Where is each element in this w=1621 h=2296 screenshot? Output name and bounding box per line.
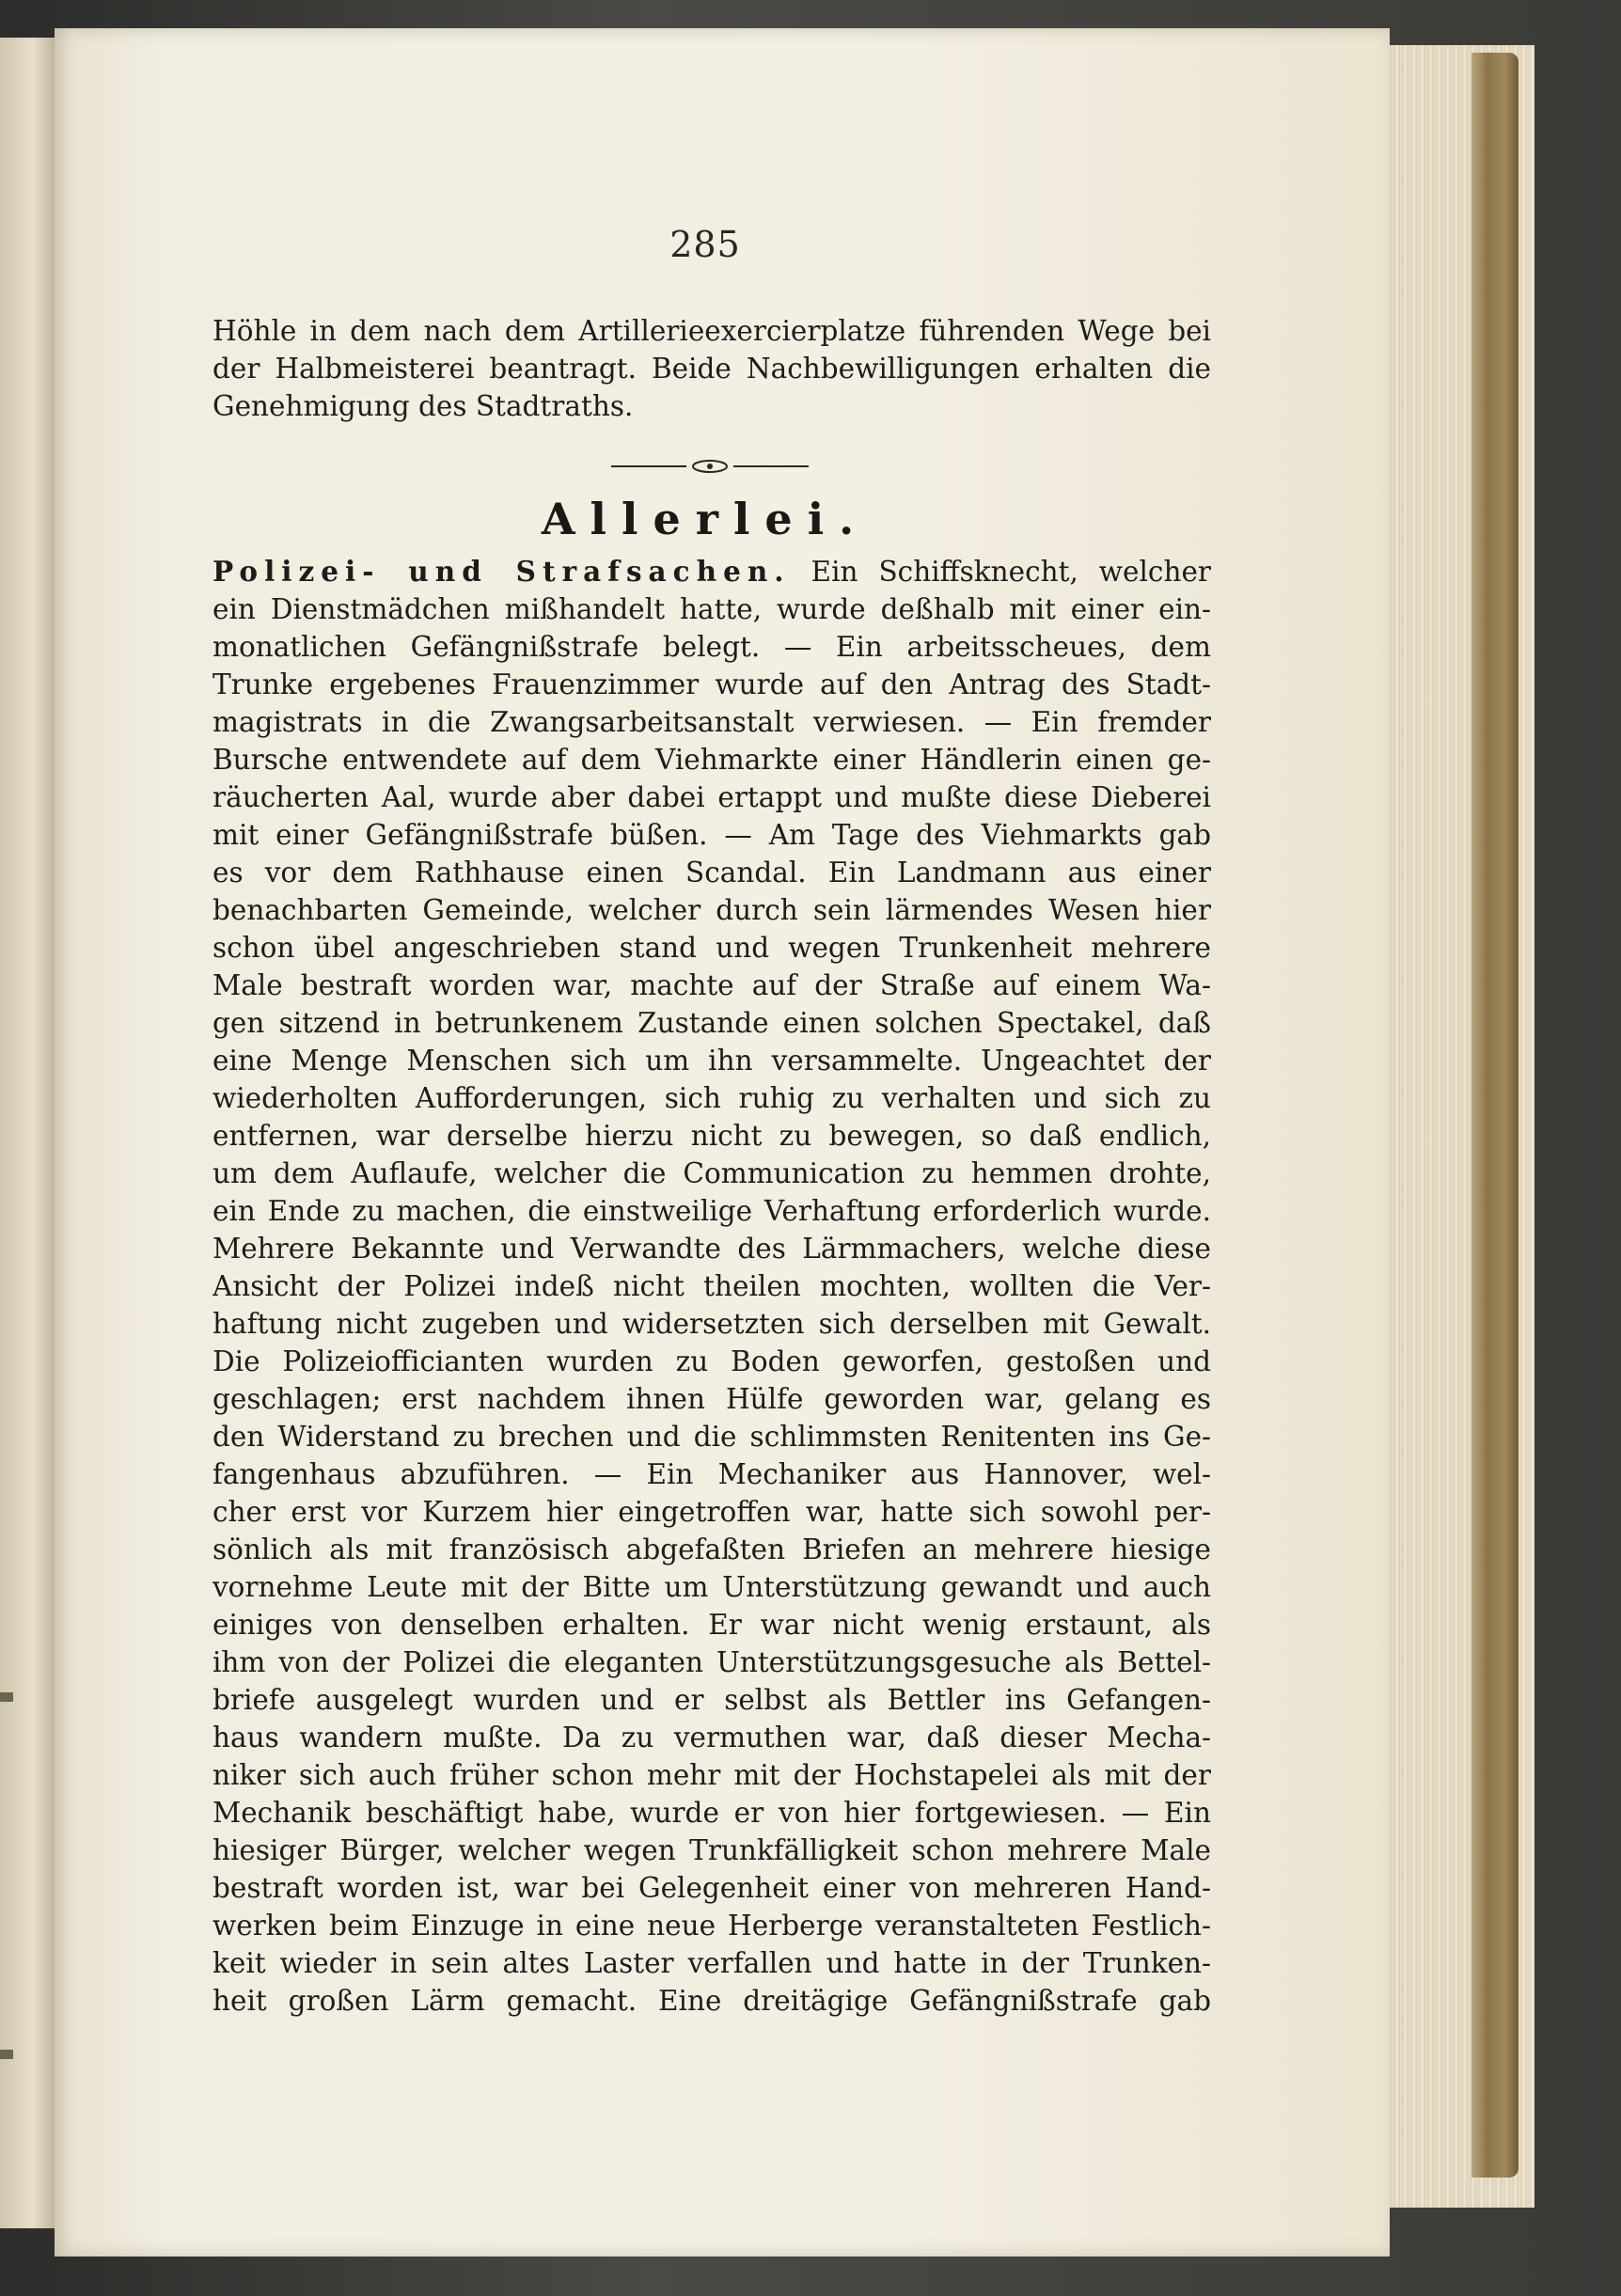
text-line: eine Menge Menschen sich um ihn versammelte. Ungeachtet der bbox=[212, 1045, 1211, 1077]
page-number: 285 bbox=[669, 224, 741, 265]
text-line: Trunke ergebenes Frauenzimmer wurde auf den Antrag des Stadt- bbox=[212, 668, 1211, 700]
page-notch bbox=[0, 2050, 13, 2059]
text-line: cher erst vor Kurzem hier eingetroffen war, hatte sich sowohl per- bbox=[212, 1496, 1211, 1528]
text-line: briefe ausgelegt wurden und er selbst als Bettler ins Gefangen- bbox=[212, 1684, 1211, 1716]
book-cover-edge bbox=[1471, 53, 1519, 2178]
text-line: gen sitzend in betrunkenem Zustande einen solchen Spectakel, daß bbox=[212, 1007, 1211, 1039]
text-line: Ansicht der Polizei indeß nicht theilen mochten, wollten die Ver- bbox=[212, 1270, 1211, 1302]
intro-paragraph bbox=[212, 312, 1211, 425]
text-line: niker sich auch früher schon mehr mit der Hochstapelei als mit der bbox=[212, 1759, 1211, 1791]
text-line: heit großen Lärm gemacht. Eine dreitägige Gefängnißstrafe gab bbox=[212, 1985, 1211, 2017]
text-line: hiesiger Bürger, welcher wegen Trunkfälligkeit schon mehrere Male bbox=[212, 1834, 1211, 1866]
text-fragment: Ein Schiffsknecht, welcher bbox=[810, 556, 1211, 588]
text-line: haus wandern mußte. Da zu vermuthen war, daß dieser Mecha- bbox=[212, 1722, 1211, 1753]
text-line: mit einer Gefängnißstrafe büßen. — Am Tage des Viehmarkts gab bbox=[212, 819, 1211, 851]
section-heading: Allerlei. bbox=[541, 494, 870, 544]
text-line: sönlich als mit französisch abgefaßten Briefen an mehrere hiesige bbox=[212, 1533, 1211, 1565]
text-line: Die Polizeiofficianten wurden zu Boden geworfen, gestoßen und bbox=[212, 1345, 1211, 1377]
text-line: geschlagen; erst nachdem ihnen Hülfe geworden war, gelang es bbox=[212, 1383, 1211, 1415]
text-line: werken beim Einzuge in eine neue Herberge veranstalteten Festlich- bbox=[212, 1910, 1211, 1942]
text-line: Mechanik beschäftigt habe, wurde er von hier fortgewiesen. — Ein bbox=[212, 1797, 1211, 1829]
text-line: räucherten Aal, wurde aber dabei ertappt und mußte diese Dieberei bbox=[212, 781, 1211, 813]
text-line: der Halbmeisterei beantragt. Beide Nachbewilligungen erhalten die bbox=[212, 353, 1211, 385]
text-line: Höhle in dem nach dem Artillerieexercierplatze führenden Wege bei bbox=[212, 315, 1211, 347]
text-line: um dem Auflaufe, welcher die Communication zu hemmen drohte, bbox=[212, 1157, 1211, 1189]
text-line: keit wieder in sein altes Laster verfallen und hatte in der Trunken- bbox=[212, 1947, 1211, 1979]
text-line: ein Dienstmädchen mißhandelt hatte, wurde deßhalb mit einer ein- bbox=[212, 593, 1211, 625]
text-line: fangenhaus abzuführen. — Ein Mechaniker aus Hannover, wel- bbox=[212, 1458, 1211, 1490]
text-line: es vor dem Rathhause einen Scandal. Ein Landmann aus einer bbox=[212, 857, 1211, 889]
text-line: monatlichen Gefängnißstrafe belegt. — Ein arbeitsscheues, dem bbox=[212, 631, 1211, 663]
subsection-lead: Polizei- und Strafsachen. bbox=[212, 555, 791, 588]
text-line: entfernen, war derselbe hierzu nicht zu bewegen, so daß endlich, bbox=[212, 1120, 1211, 1152]
text-line: Genehmigung des Stadtraths. bbox=[212, 390, 634, 422]
text-line: schon übel angeschrieben stand und wegen Trunkenheit mehrere bbox=[212, 932, 1211, 964]
text-line: ihm von der Polizei die eleganten Unterstützungsgesuche als Bettel- bbox=[212, 1646, 1211, 1678]
page-notch bbox=[0, 1692, 13, 1702]
text-line: magistrats in die Zwangsarbeitsanstalt verwiesen. — Ein fremder bbox=[212, 706, 1211, 738]
text-line: Mehrere Bekannte und Verwandte des Lärmmachers, welche diese bbox=[212, 1233, 1211, 1265]
previous-page-edge bbox=[0, 38, 56, 2228]
text-line: einiges von denselben erhalten. Er war nicht wenig erstaunt, als bbox=[212, 1609, 1211, 1641]
text-line: ein Ende zu machen, die einstweilige Verhaftung erforderlich wurde. bbox=[212, 1195, 1211, 1227]
text-line: bestraft worden ist, war bei Gelegenheit einer von mehreren Hand- bbox=[212, 1872, 1211, 1904]
text-line: vornehme Leute mit der Bitte um Unterstützung gewandt und auch bbox=[212, 1571, 1211, 1603]
divider-ornament bbox=[611, 455, 809, 478]
text-line: Bursche entwendete auf dem Viehmarkte einer Händlerin einen ge- bbox=[212, 744, 1211, 776]
text-line: wiederholten Aufforderungen, sich ruhig zu verhalten und sich zu bbox=[212, 1082, 1211, 1114]
text-line: den Widerstand zu brechen und die schlimmsten Renitenten ins Ge- bbox=[212, 1421, 1211, 1453]
text-line bbox=[212, 553, 1211, 590]
text-line: haftung nicht zugeben und widersetzten sich derselben mit Gewalt. bbox=[212, 1308, 1211, 1340]
section-body bbox=[212, 553, 1211, 2020]
text-line: Male bestraft worden war, machte auf der Straße auf einem Wa- bbox=[212, 969, 1211, 1001]
text-line: benachbarten Gemeinde, welcher durch sein lärmendes Wesen hier bbox=[212, 894, 1211, 926]
